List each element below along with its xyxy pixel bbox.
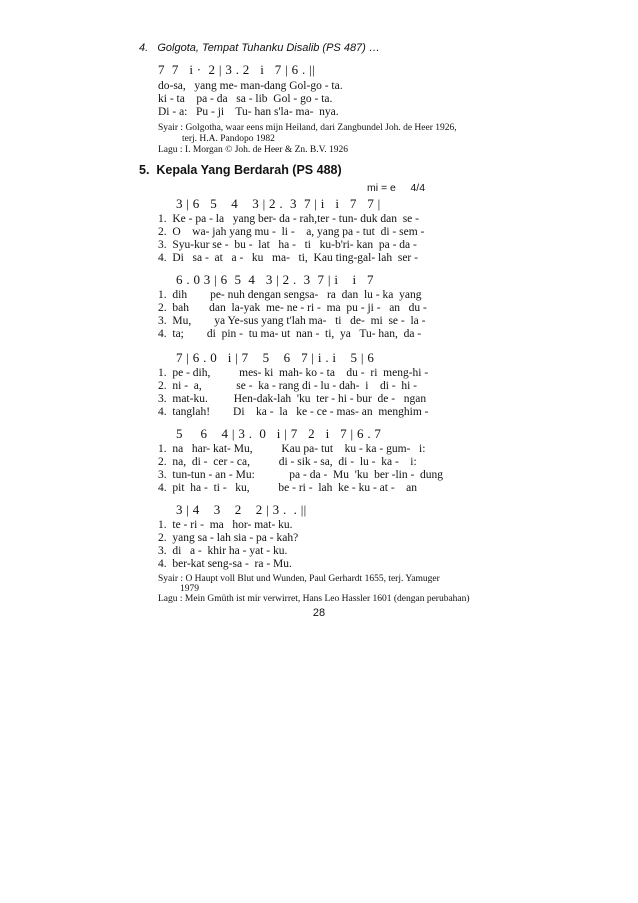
song-5-syair-year: 1979: [180, 584, 199, 594]
lyric-line-1-verse-4: 4. Di sa - at a - ku ma- ti, Kau ting-gal- lah ser -: [158, 252, 418, 264]
lyric-line-3-verse-4: 4. tanglah! Di ka - la ke - ce - mas- an menghim -: [158, 406, 429, 418]
notation-line-4: 5 6 4 | 3 . 0 i | 7 2 i 7 | 6 . 7: [176, 426, 382, 441]
lyric-line-2-verse-2: 2. bah dan la-yak me- ne - ri - ma pu - ji - an du -: [158, 302, 427, 314]
lyric-line-1-verse-2: 2. O wa- jah yang mu - li - a, yang pa - tut di - sem -: [158, 226, 425, 238]
lyric-line-1-verse-3: 3. Syu-kur se - bu - lat ha - ti ku-b'ri- kan pa - da -: [158, 239, 417, 251]
song-4-notation: 7 7 i · 2 | 3 . 2 i 7 | 6 . ||: [158, 62, 315, 77]
key-signature: mi = e 4/4: [367, 182, 426, 194]
lyric-line-2-verse-1: 1. dih pe- nuh dengan sengsa- ra dan lu - ka yang: [158, 289, 422, 301]
lyric-line-4-verse-4: 4. pit ha - ti - ku, be - ri - lah ke - ku - at - an: [158, 482, 418, 494]
song-4-lyric-1: do-sa, yang me- man-dang Gol-go - ta.: [158, 80, 343, 92]
notation-line-1: 3 | 6 5 4 3 | 2 . 3 7 | i i 7 7 |: [176, 196, 381, 211]
lyric-line-5-verse-1: 1. te - ri - ma hor- mat- ku.: [158, 519, 293, 531]
notation-line-5: 3 | 4 3 2 2 | 3 . . ||: [176, 502, 307, 517]
lyric-line-2-verse-4: 4. ta; di pin - tu ma- ut nan - ti, ya Tu- han, da -: [158, 328, 422, 340]
lyric-line-3-verse-2: 2. ni - a, se - ka - rang di - lu - dah- i di - hi -: [158, 380, 418, 392]
notation-line-3: 7 | 6 . 0 i | 7 5 6 7 | i . i 5 | 6: [176, 350, 375, 365]
song-4-lyric-2: ki - ta pa - da sa - lib Gol - go - ta.: [158, 93, 333, 105]
song-5-lagu: Lagu : Mein Gmüth ist mir verwirret, Hans Leo Hassler 1601 (dengan perubahan): [158, 594, 470, 604]
lyric-line-4-verse-1: 1. na har- kat- Mu, Kau pa- tut ku - ka - gum- i:: [158, 443, 426, 455]
song-5-heading: 5. Kepala Yang Berdarah (PS 488): [139, 163, 342, 177]
lyric-line-3-verse-3: 3. mat-ku. Hen-dak-lah 'ku ter - hi - bur de - ngan: [158, 393, 427, 405]
lyric-line-2-verse-3: 3. Mu, ya Ye-sus yang t'lah ma- ti de- mi se - la -: [158, 315, 426, 327]
notation-line-2: 6 . 0 3 | 6 5 4 3 | 2 . 3 7 | i i 7: [176, 272, 374, 287]
lyric-line-4-verse-3: 3. tun-tun - an - Mu: pa - da - Mu 'ku ber -lin - dung: [158, 469, 444, 481]
song-4-heading: 4. Golgota, Tempat Tuhanku Disalib (PS 487) …: [139, 42, 380, 54]
lyric-line-5-verse-2: 2. yang sa - lah sia - pa - kah?: [158, 532, 299, 544]
song-4-syair: Syair : Golgotha, waar eens mijn Heiland, dari Zangbundel Joh. de Heer 1926,: [158, 123, 457, 133]
song-4-lyric-3: Di - a: Pu - ji Tu- han s'la- ma- nya.: [158, 106, 339, 118]
lyric-line-1-verse-1: 1. Ke - pa - la yang ber- da - rah,ter - tun- duk dan se -: [158, 213, 419, 225]
lyric-line-4-verse-2: 2. na, di - cer - ca, di - sik - sa, di - lu - ka - i:: [158, 456, 417, 468]
page-number: 28: [312, 607, 326, 619]
song-4-lagu: Lagu : I. Morgan © Joh. de Heer & Zn. B.V. 1926: [158, 145, 348, 155]
lyric-line-5-verse-4: 4. ber-kat seng-sa - ra - Mu.: [158, 558, 292, 570]
lyric-line-3-verse-1: 1. pe - dih, mes- ki mah- ko - ta du - ri meng-hi -: [158, 367, 429, 379]
song-4-translator: terj. H.A. Pandopo 1982: [182, 134, 275, 144]
song-5-syair: Syair : O Haupt voll Blut und Wunden, Paul Gerhardt 1655, terj. Yamuger: [158, 574, 440, 584]
lyric-line-5-verse-3: 3. di a - khir ha - yat - ku.: [158, 545, 288, 557]
